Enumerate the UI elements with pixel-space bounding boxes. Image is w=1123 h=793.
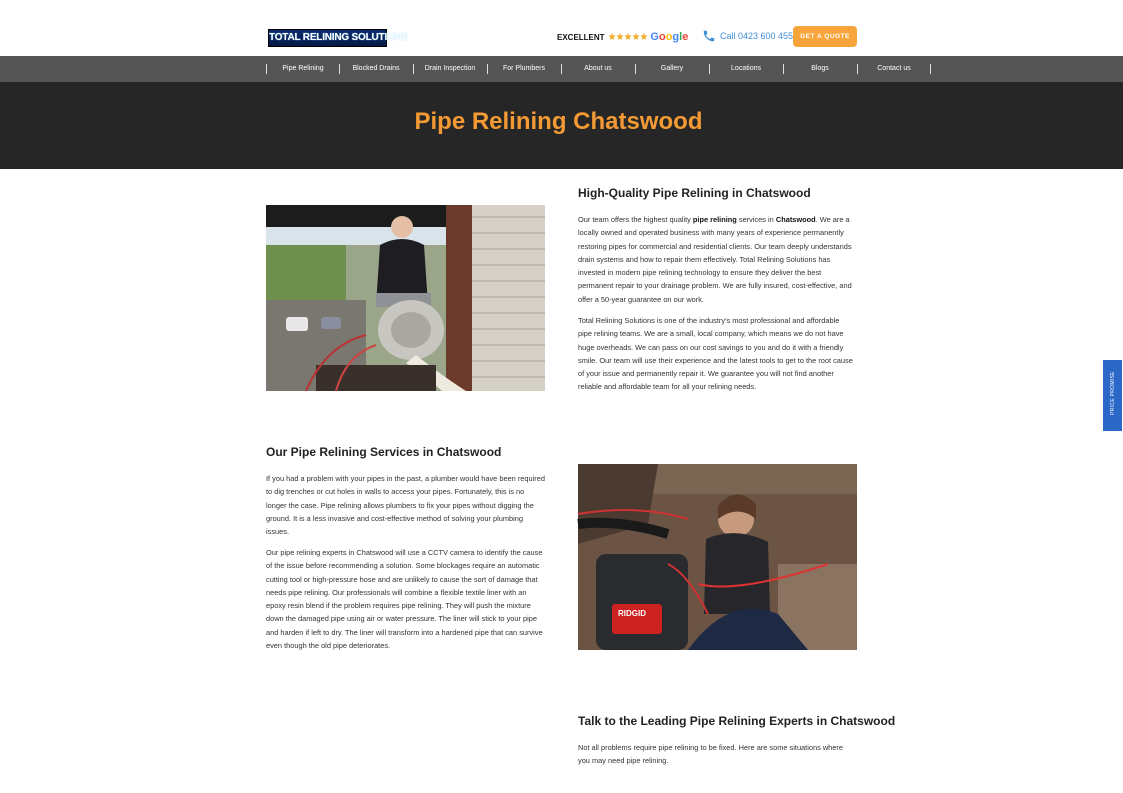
section-paragraph: Total Relining Solutions is one of the industry's most professional and affordable pipe relining teams. We are a small, local company, which means we do not have huge overheads. We can pass on our cost savings to you and do it with a friendly smile. Our team will use their experience and the latest tools to get to the root cause of your issue and permanently repair it. We guarantee you will not find another reliable and affordable team for all your relining needs. — [578, 316, 853, 392]
phone-link[interactable] — [702, 29, 793, 43]
nav-item-gallery[interactable]: Gallery — [660, 65, 684, 72]
nav-item-blogs[interactable]: Blogs — [811, 65, 829, 72]
get-a-quote-button[interactable]: GET A QUOTE — [793, 26, 857, 47]
phone-number: Call 0423 600 455 — [720, 31, 794, 41]
site-header — [0, 0, 1123, 56]
ridgid-brand-label: RIDGID — [618, 609, 646, 618]
nav-item-for-plumbers[interactable]: For Plumbers — [502, 65, 545, 72]
google-rating-badge[interactable] — [557, 30, 688, 44]
rating-label: EXCELLENT — [557, 32, 605, 42]
page-hero — [0, 82, 1123, 169]
section-paragraph: Our pipe relining experts in Chatswood will use a CCTV camera to identify the cause of the issue before recommending a solution. Some blockages require an automatic cutting tool or high-pressure hose and are unlikely to cause the sort of damage that needs pipe relining. Our professionals will combine a flexible textile liner with an epoxy resin blend if the problem requires pipe relining. They will push the mixture down the damaged pipe using air or water pressure. The liner will stick to your pipe and harden if left to dry. The liner will transform into a hardened pipe that can survive even though the old pipe deteriorates. — [266, 548, 543, 651]
nav-item-about-us[interactable]: About us — [584, 65, 612, 72]
nav-item-contact-us[interactable]: Contact us — [877, 65, 911, 72]
nav-item-drain-inspection[interactable]: Drain Inspection — [424, 65, 476, 72]
section-heading-services: Our Pipe Relining Services in Chatswood — [266, 445, 502, 459]
rating-stars: ★★★★★ — [607, 31, 648, 43]
page-title: Pipe Relining Chatswood — [414, 108, 703, 135]
nav-separator — [930, 64, 931, 74]
section-heading-talk-to-experts: Talk to the Leading Pipe Relining Experts in Chatswood — [578, 714, 896, 728]
nav-item-blocked-drains[interactable]: Blocked Drains — [352, 65, 400, 72]
main-nav — [0, 56, 1123, 82]
google-logo: Google — [650, 31, 689, 43]
worker-in-trench-photo — [578, 464, 857, 650]
section-paragraph: If you had a problem with your pipes in the past, a plumber would have been required to dig trenches or cut holes in walls to access your pipes. Fortunately, this is no longer the case. Pipe relining allows plumbers to fix your pipes without digging the ground. It is a less invasive and cost-effective method of solving your plumbing issues. — [266, 474, 545, 537]
nav-item-locations[interactable]: Locations — [731, 65, 761, 72]
section-heading-high-quality: High-Quality Pipe Relining in Chatswood — [578, 186, 811, 200]
phone-icon — [702, 29, 716, 43]
section-paragraph: Our team offers the highest quality pipe relining services in Chatswood. We are a locally owned and operated business with many years of experience permanently restoring pipes for commercial and residential clients. Our team deeply understands drain systems and how to repair them effectively. Total Relining Solutions has invested in modern pipe relining technology to ensure they deliver the best permanent repair to your drainage problem. We are fully insured, cost-effective, and offer a 50-year guarantee on our work. — [578, 215, 852, 304]
price-promise-label: PRICE PROMISE — [1110, 371, 1116, 415]
worker-with-equipment-photo — [266, 205, 545, 391]
price-promise-tab[interactable] — [1103, 360, 1122, 431]
nav-item-pipe-relining[interactable]: Pipe Relining — [282, 65, 324, 72]
section-paragraph: Not all problems require pipe relining to be fixed. Here are some situations where you may need pipe relining. — [578, 743, 843, 766]
site-logo[interactable]: TOTAL RELINING SOLUTIONS — [268, 29, 387, 47]
